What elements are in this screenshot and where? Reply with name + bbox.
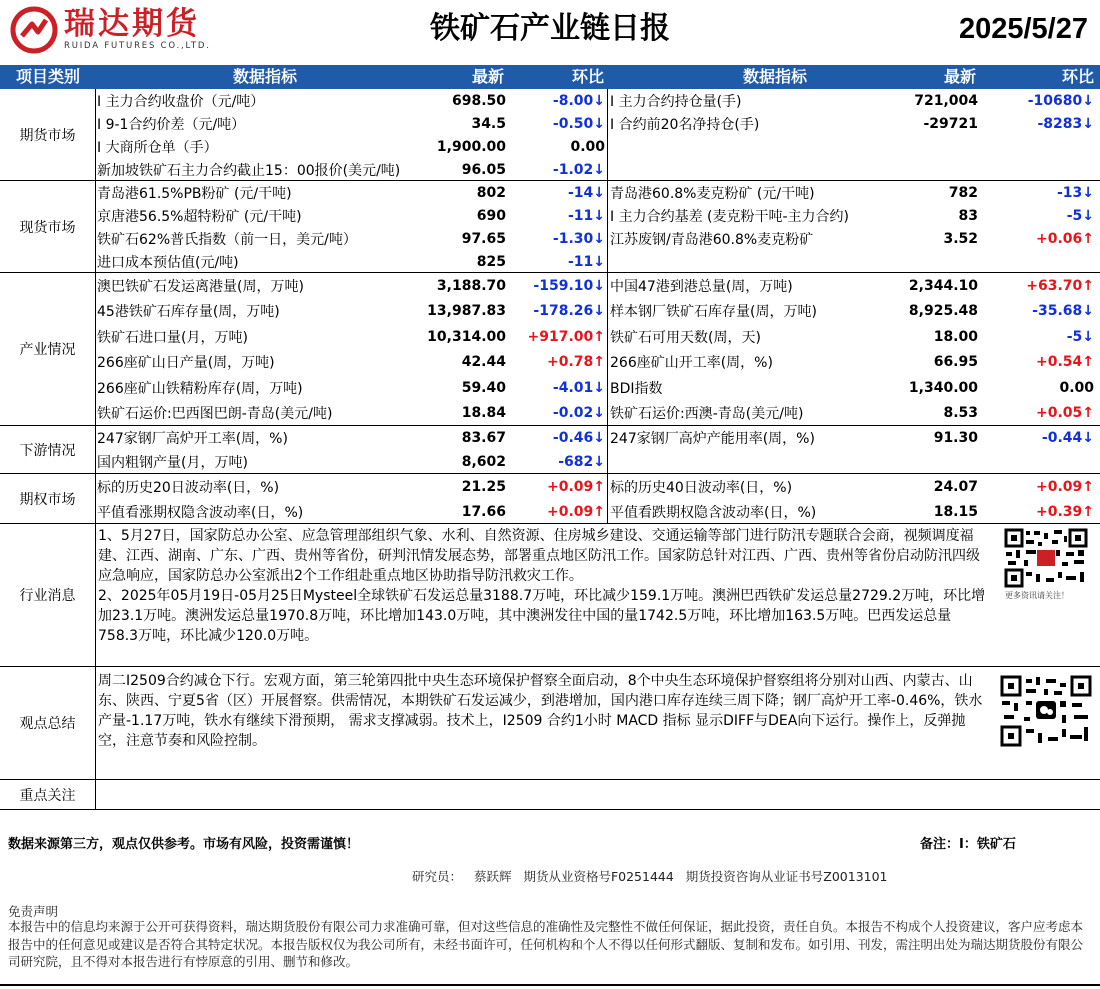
report-title: 铁矿石产业链日报 xyxy=(430,11,670,46)
cell-change-right: -5↓ xyxy=(1066,207,1094,224)
cell-latest-right: 8,925.48 xyxy=(908,303,978,320)
cell-indicator-left: 45港铁矿石库存量(周，万吨) xyxy=(97,304,280,321)
company-name-cn: 瑞达期货 xyxy=(64,6,200,42)
cell-indicator-left: 266座矿山日产量(周，万吨) xyxy=(97,355,275,372)
table-row xyxy=(0,350,1100,376)
table-row xyxy=(0,89,1100,112)
cell-change-right: +0.09↑ xyxy=(1035,478,1094,495)
cell-latest-left: 18.84 xyxy=(461,405,506,422)
cell-change-left: -11↓ xyxy=(508,204,608,227)
cell-change-right: -10680↓ xyxy=(1027,92,1094,109)
cell-indicator-right: 样本钢厂铁矿石库存量(周，万吨) xyxy=(610,304,817,321)
wechat-qr-icon xyxy=(1000,675,1092,747)
cell-change-right: -13↓ xyxy=(1056,184,1094,201)
cell-latest-left: 3,188.70 xyxy=(436,277,506,294)
table-row xyxy=(0,250,1100,273)
table-row xyxy=(0,227,1100,250)
cell-change-left: -0.02↓ xyxy=(508,401,608,427)
cell-change-left: +0.78↑ xyxy=(508,350,608,376)
cell-latest-left: 13,987.83 xyxy=(427,303,506,320)
disclaimer-text: 本报告中的信息均来源于公开可获得资料，瑞达期货股份有限公司力求准确可靠，但对这些信息的准确性及完整性不做任何保证，据此投资，责任自负。本报告不构成个人投资建议，客户应考虑本报告中的任何意见或建议是否符合其特定状况。本报告版权仅为我公司所有，未经书面许可，任何机构和个人不得以任何形式翻版、复制和发布。如引用、刊发，需注明出处为瑞达期货股份有限公司研究院，且不得对本报告进行有悖原意的引用、删节和修改。 xyxy=(8,919,1084,969)
bottom-rule xyxy=(0,984,1100,986)
cell-latest-right: 91.30 xyxy=(933,430,978,446)
cell-indicator-left: I 9-1合约价差（元/吨） xyxy=(97,116,246,133)
cell-change-left: -1.30↓ xyxy=(508,227,608,250)
cell-latest-right: 18.15 xyxy=(933,503,978,520)
cell-latest-left: 690 xyxy=(476,207,506,224)
col-indicator-left: 数据指标 xyxy=(232,67,297,86)
cell-change-left: -14↓ xyxy=(508,181,608,204)
source-note: 数据来源第三方，观点仅供参考。市场有风险，投资需谨慎！ xyxy=(8,837,360,852)
cell-indicator-right xyxy=(610,250,910,273)
table-row xyxy=(0,401,1100,427)
cell-indicator-left: I 大商所仓单（手） xyxy=(97,139,218,156)
cell-change-left: -11↓ xyxy=(508,250,608,273)
cell-indicator-right xyxy=(610,450,910,474)
company-name-en: RUIDA FUTURES CO.,LTD. xyxy=(64,41,211,51)
cell-latest-right: 8.53 xyxy=(943,405,978,422)
cell-indicator-right: I 合约前20名净持仓(手) xyxy=(610,116,760,133)
cell-latest-left: 10,314.00 xyxy=(427,328,506,345)
cell-change-right xyxy=(978,450,1094,474)
table-row xyxy=(0,299,1100,325)
section-label: 现货市场 xyxy=(0,181,96,272)
table-row xyxy=(0,426,1100,450)
table-row xyxy=(0,158,1100,181)
cell-indicator-left: I 主力合约收盘价（元/吨） xyxy=(97,93,265,110)
cell-change-right xyxy=(978,250,1094,273)
section-label: 观点总结 xyxy=(0,667,96,779)
cell-change-right: +63.70↑ xyxy=(1026,277,1094,294)
remark-note: 备注：I：铁矿石 xyxy=(920,837,1016,852)
col-indicator-right: 数据指标 xyxy=(742,67,807,86)
col-change-left: 环比 xyxy=(571,67,604,86)
cell-latest-right: 18.00 xyxy=(933,328,978,345)
section-label: 重点关注 xyxy=(0,780,96,809)
cell-change-right: +0.05↑ xyxy=(1035,405,1094,422)
cell-latest-right: 782 xyxy=(948,184,978,201)
cell-latest-left: 42.44 xyxy=(461,354,506,371)
section-industry xyxy=(0,273,1100,426)
cell-change-right: +0.06↑ xyxy=(1035,230,1094,247)
cell-indicator-right: I 主力合约基差 (麦克粉干吨-主力合约) xyxy=(610,208,850,225)
cell-change-right: -8283↓ xyxy=(1037,115,1094,132)
cell-indicator-left: 进口成本预估值(元/吨) xyxy=(97,254,239,271)
cell-latest-right: 721,004 xyxy=(914,92,978,109)
cell-latest-left: 96.05 xyxy=(461,161,506,178)
cell-change-left: -4.01↓ xyxy=(508,375,608,401)
disclaimer-title: 免责声明 xyxy=(8,904,59,919)
table-row xyxy=(0,204,1100,227)
cell-latest-left: 1,900.00 xyxy=(436,138,506,155)
cell-latest-left: 802 xyxy=(476,184,506,201)
section-view xyxy=(0,667,1100,780)
cell-indicator-left: 新加坡铁矿石主力合约截止15：00报价(美元/吨) xyxy=(97,162,401,179)
col-change-right: 环比 xyxy=(1061,67,1094,86)
cell-change-left: +917.00↑ xyxy=(508,324,608,350)
cell-latest-right: 2,344.10 xyxy=(908,277,978,294)
cell-indicator-right xyxy=(610,135,910,158)
cell-latest-left: 83.67 xyxy=(461,430,506,446)
cell-change-left: -0.46↓ xyxy=(508,426,608,450)
col-latest-left: 最新 xyxy=(471,67,504,86)
cell-change-left: 0.00 xyxy=(508,135,608,158)
section-label: 行业消息 xyxy=(0,524,96,666)
cell-indicator-left: 京唐港56.5%超特粉矿 (元/干吨) xyxy=(97,208,302,225)
table-row xyxy=(0,324,1100,350)
news-paragraph-2: 2、2025年05月19日-05月25日Mysteel全球铁矿石发运总量3188.7万吨，环比减少159.1万吨。澳洲巴西铁矿发运总量2729.2万吨，环比增加23.1万吨。澳洲发运总量1970.8万吨，环比增加143.0万吨，其中澳洲发往中国的量1742.5万吨，环比增加163.5万吨。巴西发运总量758.3万吨，环比减少120.0万吨。 xyxy=(98,588,986,644)
cell-change-left: +0.09↑ xyxy=(508,499,608,524)
cell-latest-left: 825 xyxy=(476,253,506,270)
cell-change-right: 0.00 xyxy=(1059,379,1094,396)
news-text xyxy=(98,526,988,646)
cell-change-right: -5↓ xyxy=(1066,328,1094,345)
cell-indicator-left: 标的历史20日波动率(日，%) xyxy=(97,479,280,496)
cell-latest-left: 59.40 xyxy=(461,379,506,396)
table-row xyxy=(0,135,1100,158)
table-row xyxy=(0,474,1100,499)
table-row xyxy=(0,375,1100,401)
table-row xyxy=(0,499,1100,524)
cell-change-left: +0.09↑ xyxy=(508,474,608,499)
cell-indicator-left: 铁矿石进口量(月，万吨) xyxy=(97,329,248,346)
cell-change-left: -159.10↓ xyxy=(508,273,608,299)
cell-latest-right: -29721 xyxy=(923,115,978,132)
cell-indicator-right: 铁矿石运价:西澳-青岛(美元/吨) xyxy=(610,406,804,423)
cell-indicator-right: 中国47港到港总量(周，万吨) xyxy=(610,278,793,295)
section-spot xyxy=(0,181,1100,273)
cell-latest-left: 8,602 xyxy=(461,454,506,470)
col-category: 项目类别 xyxy=(15,67,80,86)
cell-latest-right: 3.52 xyxy=(943,230,978,247)
col-latest-right: 最新 xyxy=(943,67,976,86)
cell-indicator-left: 铁矿石运价:巴西图巴朗-青岛(美元/吨) xyxy=(97,406,333,423)
cell-change-left: -1.02↓ xyxy=(508,158,608,181)
cell-indicator-left: 平值看涨期权隐含波动率(日，%) xyxy=(97,504,304,521)
cell-indicator-right: 江苏废钢/青岛港60.8%麦克粉矿 xyxy=(610,231,814,248)
table-row xyxy=(0,450,1100,474)
section-news xyxy=(0,524,1100,667)
view-text: 周二I2509合约减仓下行。宏观方面，第三轮第四批中央生态环境保护督察全面启动，8个中央生态环境保护督察组将分别对山西、内蒙古、山东、陕西、宁夏5省（区）开展督察。供需情况，本期铁矿石发运减少，到港增加，国内港口库存连续三周下降；钢厂高炉开工率-0.46%，铁水产量-1.17万吨，铁水有继续下滑预期， 需求支撑减弱。技术上，I2509 合约1小时 MACD 指标 显示DIFF与DEA向下运行。操作上，反弹抛空，注意节奏和风险控制。 xyxy=(98,673,983,749)
cell-change-right xyxy=(978,158,1094,181)
cell-change-left: -682↓ xyxy=(508,450,608,474)
section-label: 期货市场 xyxy=(0,89,96,180)
cell-indicator-right: 平值看跌期权隐含波动率(日，%) xyxy=(610,504,817,521)
cell-indicator-right: 266座矿山开工率(周，%) xyxy=(610,355,773,372)
cell-latest-right: 1,340.00 xyxy=(908,379,978,396)
section-label: 产业情况 xyxy=(0,273,96,425)
cell-indicator-left: 247家钢厂高炉开工率(周，%) xyxy=(97,431,288,447)
cell-indicator-right: 247家钢厂高炉产能用率(周，%) xyxy=(610,431,815,447)
cell-latest-right xyxy=(880,135,978,158)
cell-change-right: -0.44↓ xyxy=(1041,430,1094,446)
table-row xyxy=(0,112,1100,135)
section-label: 期权市场 xyxy=(0,474,96,523)
cell-change-left: -178.26↓ xyxy=(508,299,608,325)
cell-latest-left: 698.50 xyxy=(451,92,506,109)
table-row xyxy=(0,181,1100,204)
cell-latest-right xyxy=(880,158,978,181)
cell-indicator-right xyxy=(610,158,910,181)
cell-latest-left: 97.65 xyxy=(461,230,506,247)
cell-change-right: +0.54↑ xyxy=(1035,354,1094,371)
cell-indicator-left: 澳巴铁矿石发运离港量(周，万吨) xyxy=(97,278,304,295)
report-header xyxy=(0,0,1100,62)
section-label: 下游情况 xyxy=(0,426,96,473)
cell-latest-right: 66.95 xyxy=(933,354,978,371)
cell-latest-right: 24.07 xyxy=(933,478,978,495)
cell-latest-right xyxy=(880,450,978,474)
cell-indicator-left: 国内粗钢产量(月，万吨) xyxy=(97,455,248,471)
table-row xyxy=(0,273,1100,299)
cell-indicator-right: 青岛港60.8%麦克粉矿 (元/干吨) xyxy=(610,185,815,202)
cell-latest-right xyxy=(880,250,978,273)
cell-indicator-right: I 主力合约持仓量(手) xyxy=(610,93,742,110)
cell-indicator-right: BDI指数 xyxy=(610,380,663,397)
cell-indicator-left: 266座矿山铁精粉库存(周，万吨) xyxy=(97,380,303,397)
section-focus xyxy=(0,780,1100,810)
cell-indicator-right: 标的历史40日波动率(日，%) xyxy=(610,479,793,496)
cell-change-right: +0.39↑ xyxy=(1035,503,1094,520)
cell-latest-left: 21.25 xyxy=(461,478,506,495)
cell-indicator-right: 铁矿石可用天数(周，天) xyxy=(610,329,761,346)
cell-indicator-left: 青岛港61.5%PB粉矿 (元/干吨) xyxy=(97,185,292,202)
cell-latest-left: 34.5 xyxy=(471,115,506,132)
cell-change-left: -8.00↓ xyxy=(508,89,608,112)
news-paragraph-1: 1、5月27日，国家防总办公室、应急管理部组织气象、水利、自然资源、住房城乡建设、交通运输等部门进行防汛专题联合会商，视频调度福建、江西、湖南、广东、广西、贵州等省份，研判汛情发展态势，部署重点地区防汛工作。国家防总针对江西、广西、贵州等省份启动防汛四级应急响应，国家防总办公室派出2个工作组赴重点地区协助指导防汛救灾工作。 xyxy=(98,528,980,584)
cell-change-right xyxy=(978,135,1094,158)
data-table xyxy=(0,65,1100,810)
section-downstream xyxy=(0,426,1100,474)
cell-change-right: -35.68↓ xyxy=(1032,303,1094,320)
qr-code-icon xyxy=(1004,528,1088,588)
cell-latest-right: 83 xyxy=(958,207,978,224)
table-header-row xyxy=(0,65,1100,89)
cell-change-left: -0.50↓ xyxy=(508,112,608,135)
cell-indicator-left: 铁矿石62%普氏指数（前一日，美元/吨） xyxy=(97,231,357,248)
qr-caption: 更多资讯请关注！ xyxy=(1005,591,1069,600)
researcher-info: 研究员： 蔡跃辉 期货从业资格号F0251444 期货投资咨询从业证书号Z0013101 xyxy=(412,869,888,884)
section-futures xyxy=(0,89,1100,181)
section-options xyxy=(0,474,1100,524)
ruida-logo-icon xyxy=(10,6,58,54)
report-date: 2025/5/27 xyxy=(958,13,1088,45)
cell-latest-left: 17.66 xyxy=(461,503,506,520)
